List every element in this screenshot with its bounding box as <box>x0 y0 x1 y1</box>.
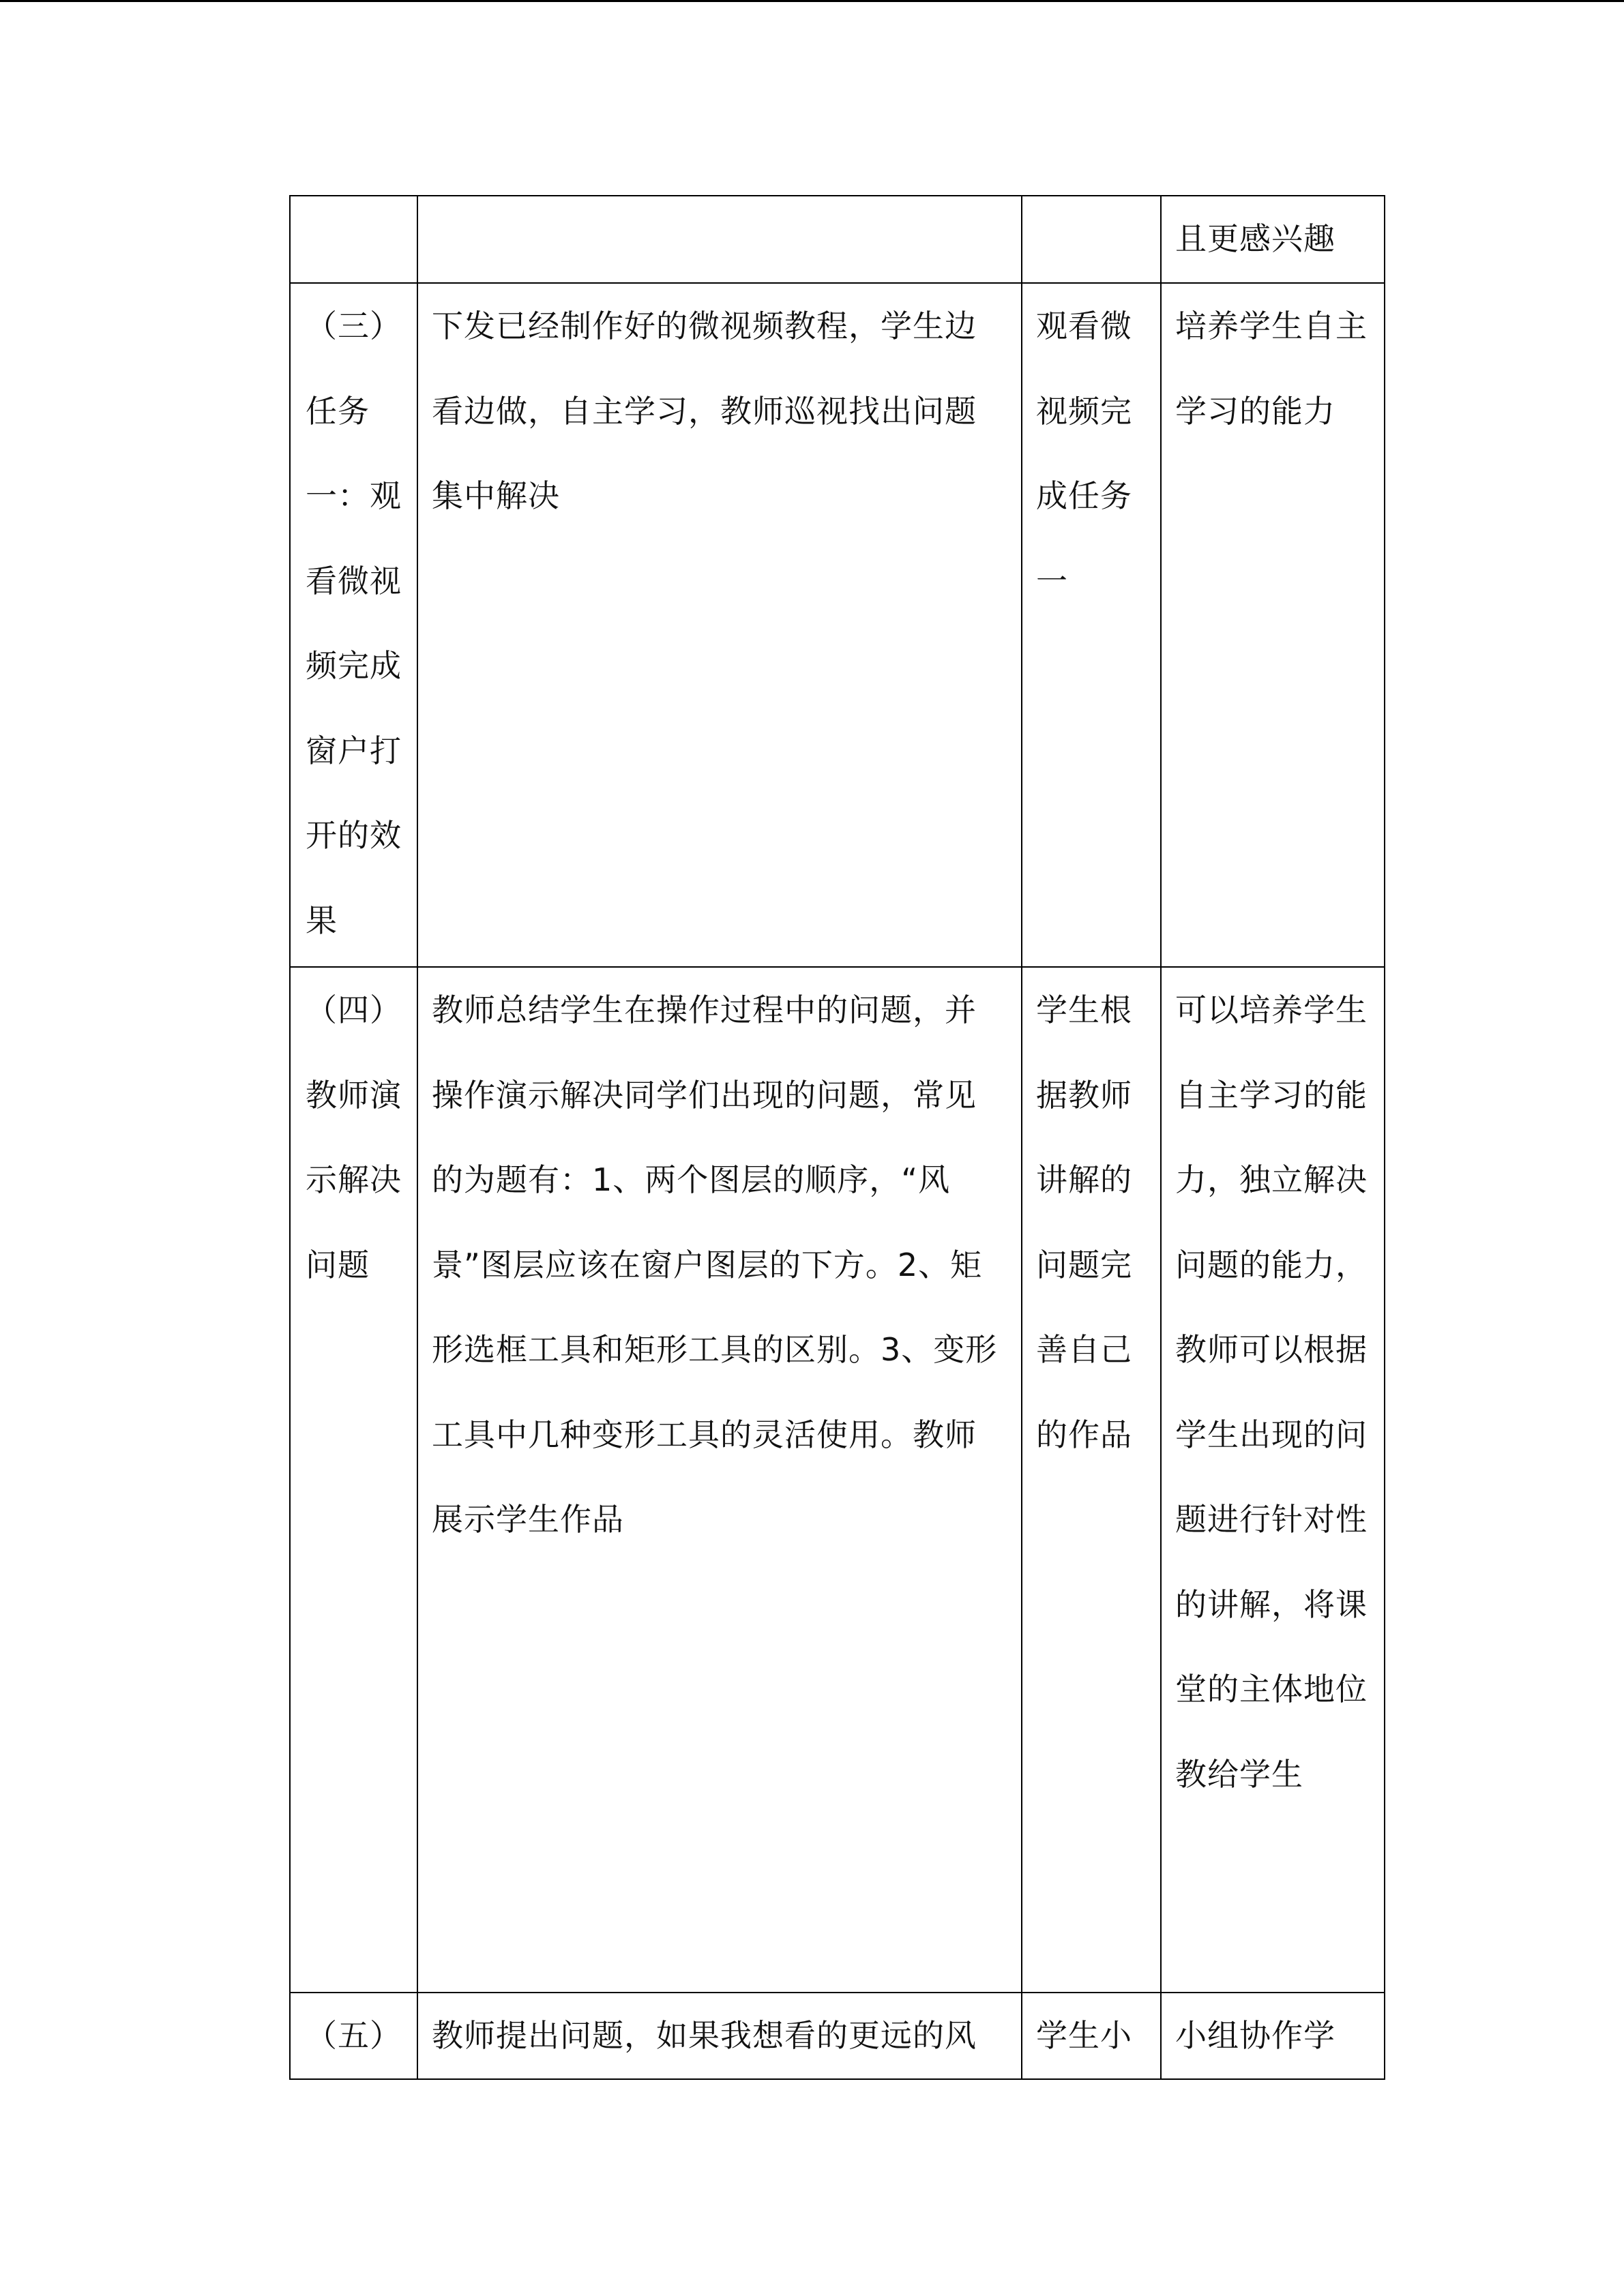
teacher-activity-cell: 教师总结学生在操作过程中的问题，并操作演示解决同学们出现的问题，常见的为题有：1、两个图层的顺序，“风景”图层应该在窗户图层的下方。2、矩形选框工具和矩形工具的区别。3、变形工具中几种变形工具的灵活使用。教师展示学生作品 <box>417 967 1022 1993</box>
table-row <box>290 283 1385 967</box>
stage-cell: （三）任务一：观看微视频完成窗户打开的效果 <box>290 283 417 967</box>
design-intent-cell: 小组协作学 <box>1161 1993 1385 2079</box>
table-row <box>290 967 1385 1993</box>
stage-cell: （四）教师演示解决问题 <box>290 967 417 1993</box>
design-intent-cell: 培养学生自主学习的能力 <box>1161 283 1385 967</box>
teacher-activity-cell: 下发已经制作好的微视频教程，学生边看边做，自主学习，教师巡视找出问题集中解决 <box>417 283 1022 967</box>
student-activity-cell: 学生小 <box>1022 1993 1161 2079</box>
design-intent-cell: 可以培养学生自主学习的能力，独立解决问题的能力，教师可以根据学生出现的问题进行针对性的讲解，将课堂的主体地位教给学生 <box>1161 967 1385 1993</box>
page-top-border <box>0 0 1624 2</box>
stage-cell: （五） <box>290 1993 417 2079</box>
student-activity-cell: 观看微视频完成任务一 <box>1022 283 1161 967</box>
teacher-activity-cell: 教师提出问题，如果我想看的更远的风 <box>417 1993 1022 2079</box>
lesson-plan-table <box>289 195 1385 2080</box>
student-activity-cell: 学生根据教师讲解的问题完善自己的作品 <box>1022 967 1161 1993</box>
teacher-activity-cell <box>417 196 1022 283</box>
design-intent-cell: 且更感兴趣 <box>1161 196 1385 283</box>
table-row <box>290 1993 1385 2079</box>
table-row <box>290 196 1385 283</box>
stage-cell <box>290 196 417 283</box>
student-activity-cell <box>1022 196 1161 283</box>
